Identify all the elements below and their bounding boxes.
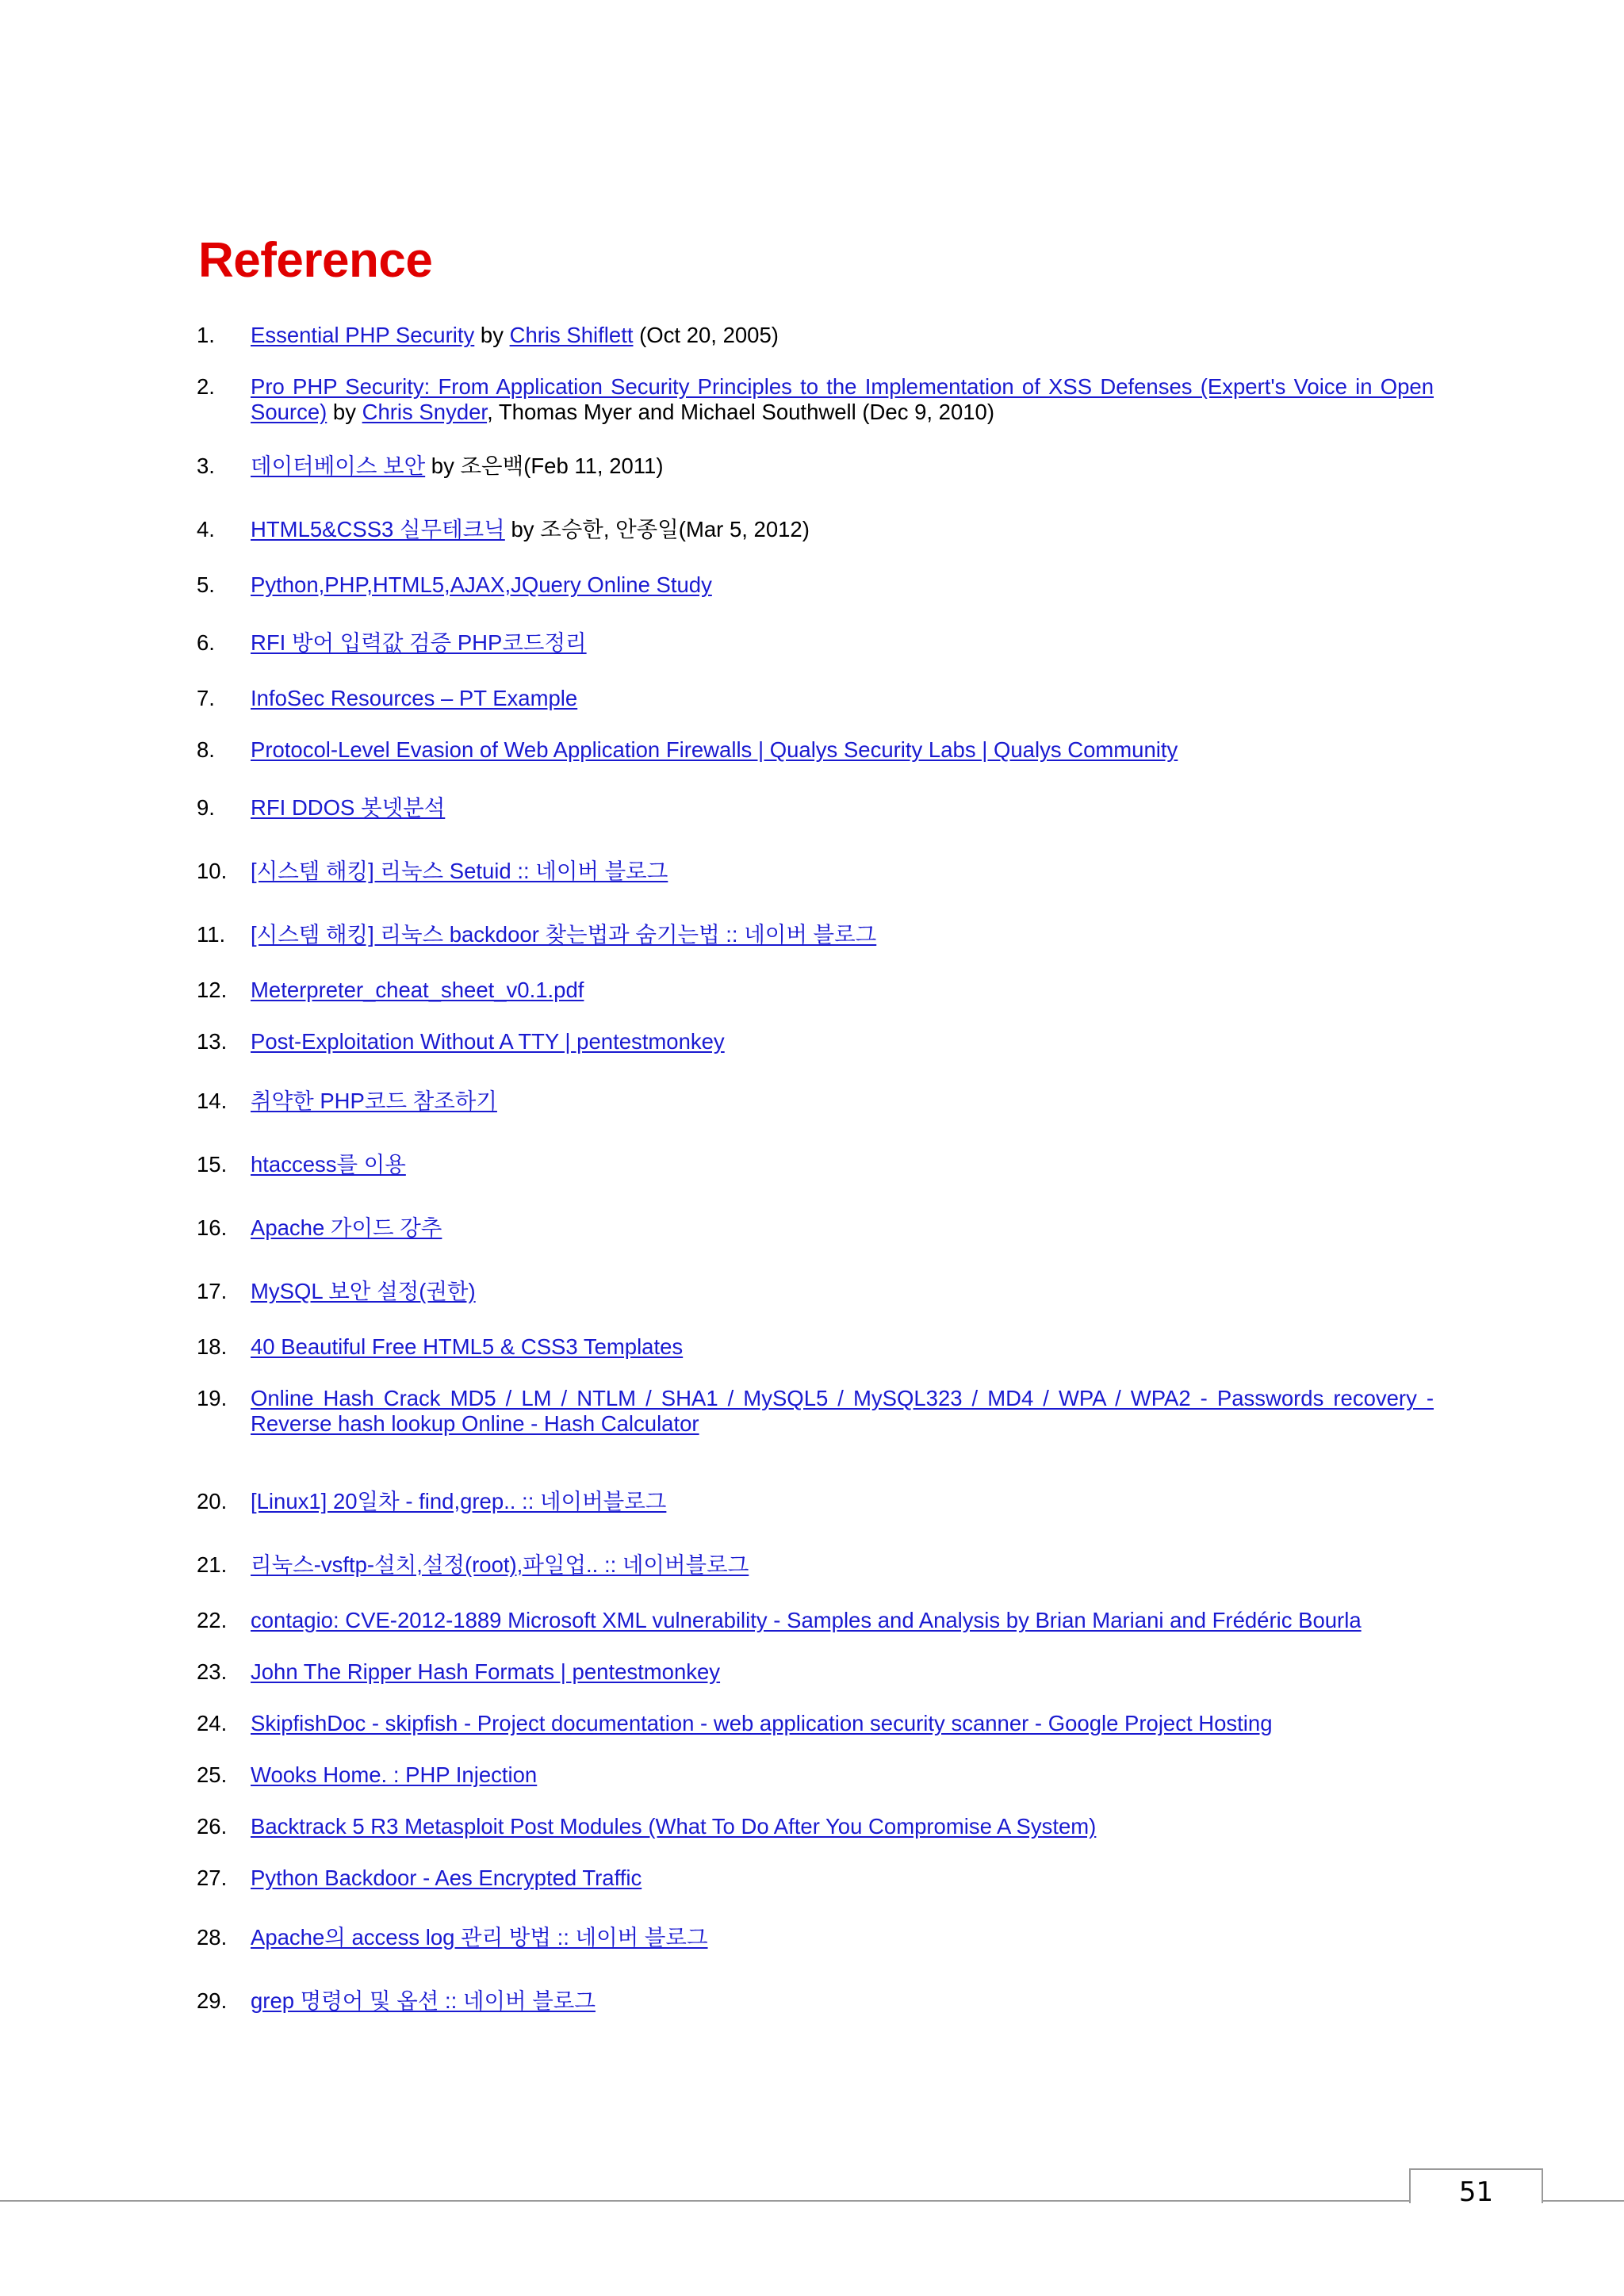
reference-plain-text: by [474, 323, 510, 347]
reference-item [197, 1608, 1434, 1633]
reference-link[interactable]: 리눅스-vsftp-설치,설정(root),파일업.. :: 네이버블로그 [251, 1552, 749, 1577]
reference-link[interactable]: Backtrack 5 R3 Metasploit Post Modules (What To Do After You Compromise A System) [251, 1814, 1097, 1839]
reference-item [197, 1279, 1434, 1304]
reference-number: 21. [197, 1552, 228, 1577]
reference-number: 22. [197, 1608, 228, 1632]
reference-link[interactable]: Post-Exploitation Without A TTY | pentestmonkey [251, 1029, 725, 1054]
reference-link[interactable]: Python,PHP,HTML5,AJAX,JQuery Online Study [251, 572, 712, 597]
reference-number: 23. [197, 1659, 228, 1684]
reference-text [251, 795, 1434, 821]
reference-text [251, 1762, 1434, 1788]
reference-item [197, 1552, 1434, 1578]
reference-item [197, 1925, 1434, 1950]
reference-link[interactable]: [시스템 해킹] 리눅스 Setuid :: 네이버 블로그 [251, 859, 668, 883]
reference-number: 8. [197, 737, 215, 762]
reference-item [197, 1215, 1434, 1241]
reference-text [251, 1659, 1434, 1685]
reference-text [251, 686, 1434, 711]
reference-number: 11. [197, 922, 226, 947]
reference-link[interactable]: Wooks Home. : PHP Injection [251, 1762, 538, 1787]
reference-number: 16. [197, 1215, 228, 1240]
reference-text [251, 737, 1434, 763]
reference-item [197, 1988, 1434, 2014]
reference-text [251, 922, 1434, 947]
reference-text [251, 1334, 1434, 1360]
reference-item [197, 1029, 1434, 1054]
reference-text [251, 323, 1434, 348]
reference-text [251, 453, 1434, 479]
reference-number: 17. [197, 1279, 228, 1303]
page-title: Reference [198, 233, 433, 288]
reference-text [251, 630, 1434, 656]
reference-text [251, 374, 1434, 425]
reference-number: 6. [197, 630, 215, 655]
reference-text [251, 1386, 1434, 1437]
reference-text [251, 1988, 1434, 2014]
reference-number: 13. [197, 1029, 228, 1054]
reference-link[interactable]: Online Hash Crack MD5 / LM / NTLM / SHA1 / MySQL5 / MySQL323 / MD4 / WPA / WPA2 - Passwords recovery - Reverse hash lookup Online - Hash Calculator [251, 1386, 1434, 1436]
reference-link[interactable]: RFI 방어 입력값 검증 PHP코드정리 [251, 630, 587, 655]
reference-item [197, 795, 1434, 821]
reference-text [251, 1279, 1434, 1304]
reference-item [197, 1762, 1434, 1788]
reference-number: 2. [197, 374, 215, 399]
reference-link[interactable]: htaccess를 이용 [251, 1152, 406, 1177]
reference-text [251, 978, 1434, 1003]
reference-plain-text: (Oct 20, 2005) [633, 323, 779, 347]
reference-link[interactable]: grep 명령어 및 옵션 :: 네이버 블로그 [251, 1988, 596, 2013]
reference-link[interactable]: 취약한 PHP코드 참조하기 [251, 1089, 497, 1113]
reference-number: 14. [197, 1089, 228, 1113]
page-number: 51 [1458, 2176, 1494, 2208]
reference-number: 4. [197, 517, 215, 541]
reference-text [251, 1552, 1434, 1578]
reference-link[interactable]: John The Ripper Hash Formats | pentestmonkey [251, 1659, 721, 1684]
reference-text [251, 1608, 1434, 1633]
reference-text [251, 1866, 1434, 1891]
reference-number: 18. [197, 1334, 228, 1359]
reference-link[interactable]: MySQL 보안 설정(권한) [251, 1279, 476, 1303]
reference-link[interactable]: Apache 가이드 강추 [251, 1215, 442, 1240]
reference-link[interactable]: 데이터베이스 보안 [251, 453, 426, 478]
reference-number: 7. [197, 686, 215, 710]
reference-item [197, 453, 1434, 479]
reference-number: 29. [197, 1988, 228, 2013]
reference-text [251, 1925, 1434, 1950]
reference-item [197, 630, 1434, 656]
reference-number: 24. [197, 1711, 228, 1735]
reference-number: 25. [197, 1762, 228, 1787]
reference-item [197, 978, 1434, 1003]
reference-text [251, 517, 1434, 542]
reference-text [251, 1152, 1434, 1177]
footer-rule [0, 2200, 1624, 2202]
reference-link[interactable]: Meterpreter_cheat_sheet_v0.1.pdf [251, 978, 584, 1002]
reference-link[interactable]: Protocol-Level Evasion of Web Application Firewalls | Qualys Security Labs | Qualys Community [251, 737, 1178, 762]
reference-text [251, 1089, 1434, 1114]
reference-plain-text: by 조승한, 안종일(Mar 5, 2012) [504, 517, 810, 541]
reference-item [197, 1814, 1434, 1839]
reference-item [197, 1089, 1434, 1114]
reference-item [197, 1866, 1434, 1891]
reference-number: 27. [197, 1866, 228, 1890]
reference-item [197, 323, 1434, 348]
reference-link[interactable]: [시스템 해킹] 리눅스 backdoor 찾는법과 숨기는법 :: 네이버 블로그 [251, 922, 877, 947]
reference-item [197, 1659, 1434, 1685]
reference-item [197, 1711, 1434, 1736]
reference-item [197, 686, 1434, 711]
reference-number: 19. [197, 1386, 228, 1410]
reference-number: 12. [197, 978, 228, 1002]
reference-item [197, 572, 1434, 598]
reference-item [197, 374, 1434, 425]
reference-plain-text: by [327, 400, 362, 424]
reference-text [251, 1215, 1434, 1241]
reference-number: 1. [197, 323, 215, 347]
reference-number: 9. [197, 795, 215, 820]
reference-link[interactable]: HTML5&CSS3 실무테크닉 [251, 517, 505, 541]
reference-link[interactable]: 40 Beautiful Free HTML5 & CSS3 Templates [251, 1334, 684, 1359]
reference-number: 26. [197, 1814, 228, 1839]
reference-text [251, 572, 1434, 598]
reference-number: 15. [197, 1152, 228, 1177]
reference-link[interactable]: Essential PHP Security [251, 323, 475, 347]
reference-item [197, 922, 1434, 947]
reference-number: 10. [197, 859, 228, 883]
reference-text [251, 859, 1434, 884]
reference-item [197, 1334, 1434, 1360]
reference-item [197, 1386, 1434, 1437]
reference-text [251, 1029, 1434, 1054]
reference-plain-text: by 조은백(Feb 11, 2011) [425, 453, 664, 478]
reference-link[interactable]: SkipfishDoc - skipfish - Project documentation - web application security scanner - Google Project Hosting [251, 1711, 1273, 1735]
reference-item [197, 859, 1434, 884]
reference-number: 28. [197, 1925, 228, 1950]
reference-link[interactable]: [Linux1] 20일차 - find,grep.. :: 네이버블로그 [251, 1489, 667, 1513]
reference-item [197, 1489, 1434, 1514]
reference-link[interactable]: contagio: CVE-2012-1889 Microsoft XML vulnerability - Samples and Analysis by Brian Mariani and Frédéric Bourla [251, 1608, 1362, 1632]
reference-item [197, 737, 1434, 763]
reference-item [197, 517, 1434, 542]
reference-text [251, 1814, 1434, 1839]
reference-link[interactable]: Chris Snyder [362, 400, 488, 424]
reference-item [197, 1152, 1434, 1177]
reference-number: 5. [197, 572, 215, 597]
reference-number: 3. [197, 453, 215, 478]
reference-link[interactable]: Python Backdoor - Aes Encrypted Traffic [251, 1866, 642, 1890]
reference-plain-text: , Thomas Myer and Michael Southwell (Dec 9, 2010) [487, 400, 994, 424]
reference-link[interactable]: Chris Shiflett [509, 323, 634, 347]
reference-text [251, 1711, 1434, 1736]
reference-link[interactable]: Apache의 access log 관리 방법 :: 네이버 블로그 [251, 1925, 708, 1950]
reference-link[interactable]: RFI DDOS 봇넷분석 [251, 795, 446, 820]
reference-number: 20. [197, 1489, 228, 1513]
reference-text [251, 1489, 1434, 1514]
reference-link[interactable]: InfoSec Resources – PT Example [251, 686, 578, 710]
reference-link[interactable]: Pro PHP Security: From Application Security Principles to the Implementation of XSS Defenses (Expert's Voice in Open Source) [251, 374, 1434, 424]
